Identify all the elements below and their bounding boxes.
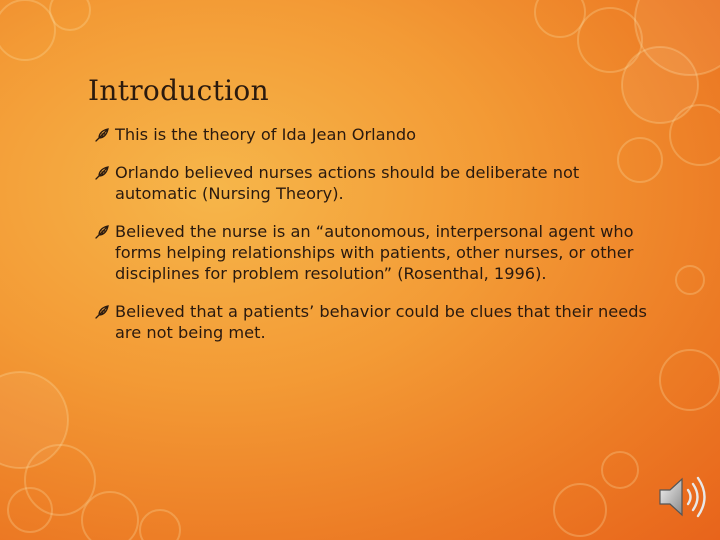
bullet-item xyxy=(94,124,654,145)
bullet-item xyxy=(94,301,654,343)
feather-icon xyxy=(94,304,110,320)
bullet-text: This is the theory of Ida Jean Orlando xyxy=(115,125,417,144)
feather-icon xyxy=(94,224,110,240)
feather-icon xyxy=(94,127,110,143)
bullet-text: Believed the nurse is an “autonomous, interpersonal agent who forms helping relationships with patients, other nurses, or other disciplines for problem resolution” (Rosenthal, 1996). xyxy=(115,222,634,283)
bullet-item xyxy=(94,221,654,284)
feather-icon xyxy=(94,165,110,181)
slide-title: Introduction xyxy=(88,74,269,107)
bullet-text: Believed that a patients’ behavior could be clues that their needs are not being met. xyxy=(115,302,647,342)
bullet-text: Orlando believed nurses actions should be deliberate not automatic (Nursing Theory). xyxy=(115,163,580,203)
bullet-list xyxy=(94,124,654,360)
bullet-item xyxy=(94,162,654,204)
speaker-icon[interactable] xyxy=(652,468,710,526)
